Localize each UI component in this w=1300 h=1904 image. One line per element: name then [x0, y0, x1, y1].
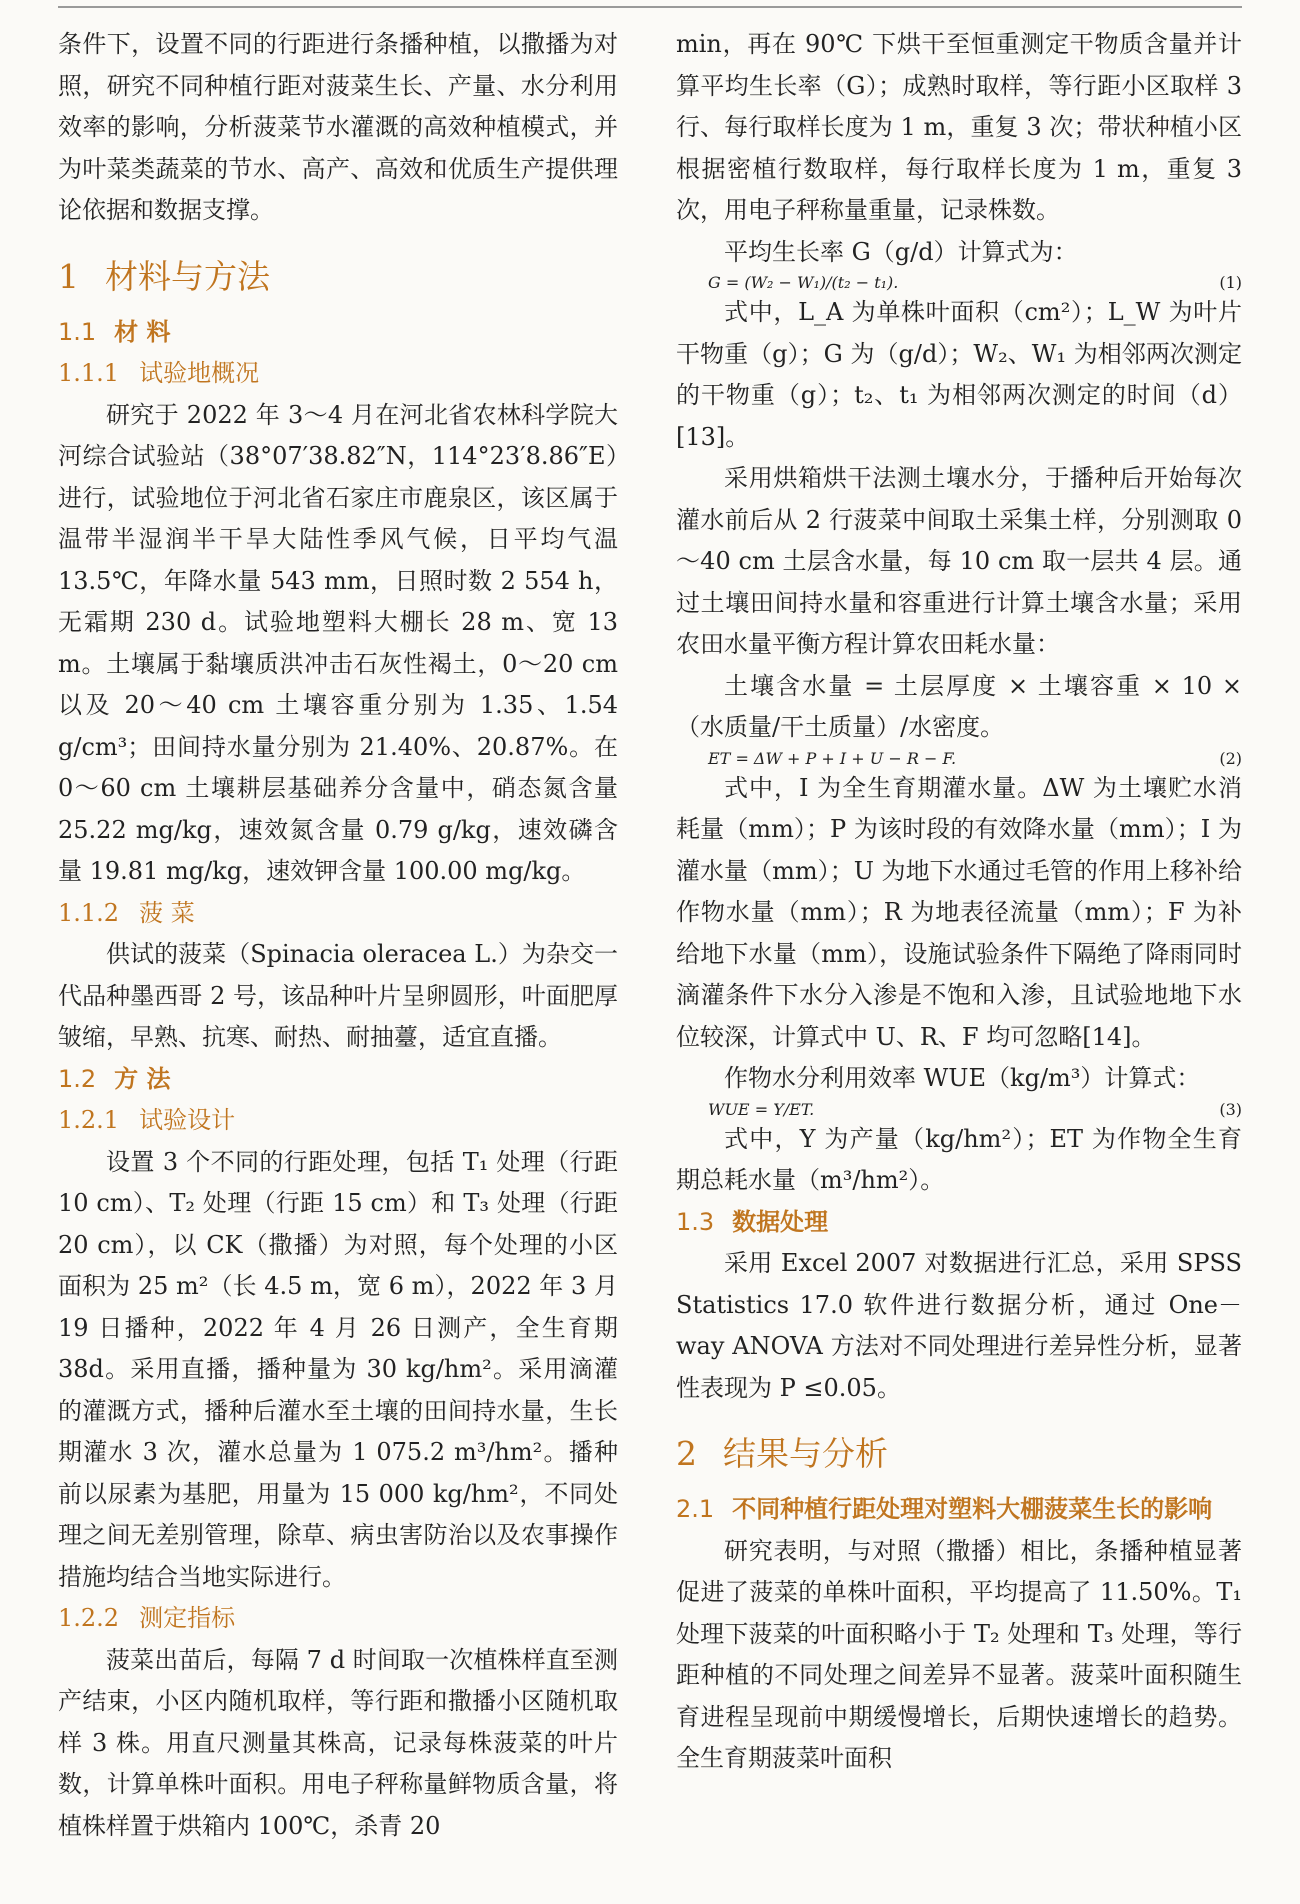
equation-1 — [676, 273, 1242, 292]
subsubsection-heading-1-1-2 — [58, 893, 618, 935]
section-heading-1 — [58, 252, 618, 302]
equation-formula: WUE = Y/ET. — [708, 1099, 815, 1119]
paragraph: 采用 Excel 2007 对数据进行汇总，采用 SPSS Statistics 17.0 软件进行数据分析，通过 One－way ANOVA 方法对不同处理进行差异性分析，显著性表现为 P ≤0.05。 — [676, 1249, 1242, 1402]
equation-number: (3) — [1219, 1099, 1242, 1119]
section-heading-2 — [676, 1429, 1242, 1479]
paragraph: 式中，Y 为产量（kg/hm²）；ET 为作物全生育期总耗水量（m³/hm²）。 — [676, 1124, 1242, 1194]
paragraph: 菠菜出苗后，每隔 7 d 时间取一次植株样直至测产结束，小区内随机取样，等行距和撒播小区随机取样 3 株。用直尺测量其株高，记录每株菠菜的叶片数，计算单株叶面积。用电子秤称量鲜物质含量，将植株样置于烘箱内 100℃，杀青 20 — [58, 1645, 618, 1840]
subsubsection-heading-1-1-1 — [58, 353, 618, 395]
top-rule — [58, 6, 1242, 8]
section-number: 2 — [676, 1434, 697, 1473]
paragraph: 条件下，设置不同的行距进行条播种植，以撒播为对照，研究不同种植行距对菠菜生长、产量、水分利用效率的影响，分析菠菜节水灌溉的高效种植模式，并为叶菜类蔬菜的节水、高产、高效和优质生产提供理论依据和数据支撑。 — [58, 30, 618, 224]
subsubsection-title: 试验地概况 — [139, 359, 260, 387]
subsection-title: 不同种植行距处理对塑料大棚菠菜生长的影响 — [732, 1495, 1213, 1523]
subsection-heading-1-1 — [58, 312, 618, 354]
subsubsection-number: 1.1.2 — [58, 898, 120, 927]
left-column — [58, 24, 618, 1847]
subsection-number: 1.3 — [676, 1207, 715, 1236]
subsection-number: 1.2 — [58, 1064, 97, 1093]
subsection-number: 2.1 — [676, 1495, 715, 1523]
subsection-title: 方 法 — [114, 1064, 171, 1093]
subsection-title: 材 料 — [114, 317, 171, 346]
paragraph: 作物水分利用效率 WUE（kg/m³）计算式： — [724, 1064, 1201, 1092]
paragraph: 供试的菠菜（Spinacia oleracea L.）为杂交一代品种墨西哥 2 号，该品种叶片呈卵圆形，叶面肥厚皱缩，早熟、抗寒、耐热、耐抽薹，适宜直播。 — [58, 940, 618, 1051]
paragraph: min，再在 90℃ 下烘干至恒重测定干物质含量并计算平均生长率（G）；成熟时取样，等行距小区取样 3 行、每行取样长度为 1 m，重复 3 次；带状种植小区根据密植行数取样，每行取样长度为 1 m，重复 3 次，用电子秤称量重量，记录株数。 — [676, 30, 1242, 224]
paragraph: 平均生长率 G（g/d）计算式为： — [724, 237, 1078, 266]
subsection-heading-2-1 — [676, 1489, 1242, 1531]
paragraph: 式中，L_A 为单株叶面积（cm²）；L_W 为叶片干物重（g）；G 为（g/d）；W₂、W₁ 为相邻两次测定的干物重（g）；t₂、t₁ 为相邻两次测定的时间（d）[13]。 — [676, 298, 1242, 451]
subsection-heading-1-2 — [58, 1059, 618, 1101]
subsubsection-number: 1.2.2 — [58, 1604, 120, 1632]
equation-formula: ET = ΔW + P + I + U − R − F. — [708, 748, 957, 768]
paragraph: 研究于 2022 年 3～4 月在河北省农林科学院大河综合试验站（38°07′38.82″N，114°23′8.86″E）进行，试验地位于河北省石家庄市鹿泉区，该区属于温带半湿润半干旱大陆性季风气候，日平均气温 13.5℃，年降水量 543 mm，日照时数 2 554 h，无霜期 230 d。试验地塑料大棚长 28 m、宽 13 m。土壤属于黏壤质洪冲击石灰性褐土，0～20 cm 以及 20～40 cm 土壤容重分别为 1.35、1.54 g/cm³；田间持水量分别为 21.40%、20.87%。在 0～60 cm 土壤耕层基础养分含量中，硝态氮含量 25.22 mg/kg，速效氮含量 0.79 g/kg，速效磷含量 19.81 mg/kg，速效钾含量 100.00 mg/kg。 — [58, 400, 618, 885]
subsubsection-heading-1-2-2 — [58, 1598, 618, 1640]
equation-number: (1) — [1219, 273, 1242, 292]
equation-number: (2) — [1219, 748, 1242, 768]
paragraph: 研究表明，与对照（撒播）相比，条播种植显著促进了菠菜的单株叶面积，平均提高了 11.50%。T₁ 处理下菠菜的叶面积略小于 T₂ 处理和 T₃ 处理，等行距种植的不同处理之间差异不显著。菠菜叶面积随生育进程呈现前中期缓慢增长，后期快速增长的趋势。全生育期菠菜叶面积 — [676, 1536, 1242, 1772]
section-title: 结果与分析 — [723, 1434, 888, 1473]
subsection-title: 数据处理 — [732, 1207, 829, 1236]
section-number: 1 — [58, 256, 79, 296]
paragraph: 采用烘箱烘干法测土壤水分，于播种后开始每次灌水前后从 2 行菠菜中间取土采集土样，分别测取 0～40 cm 土层含水量，每 10 cm 取一层共 4 层。通过土壤田间持水量和容重进行计算土壤含水量；采用农田水量平衡方程计算农田耗水量： — [676, 464, 1242, 658]
section-title: 材料与方法 — [105, 256, 270, 296]
equation-3 — [676, 1100, 1242, 1119]
subsubsection-title: 菠 菜 — [139, 898, 195, 927]
subsubsection-heading-1-2-1 — [58, 1100, 618, 1142]
paragraph: 土壤含水量 = 土层厚度 × 土壤容重 × 10 ×（水质量/干土质量）/水密度。 — [676, 671, 1242, 741]
subsubsection-title: 试验设计 — [139, 1106, 236, 1134]
subsubsection-title: 测定指标 — [139, 1604, 236, 1632]
subsection-number: 1.1 — [58, 317, 97, 346]
equation-2 — [676, 749, 1242, 768]
paragraph: 式中，I 为全生育期灌水量。ΔW 为土壤贮水消耗量（mm）；P 为该时段的有效降水量（mm）；I 为灌水量（mm）；U 为地下水通过毛管的作用上移补给作物水量（mm）；R 为地表径流量（mm）；F 为补给地下水量（mm），设施试验条件下隔绝了降雨同时滴灌条件下水分入渗是不饱和入渗，且试验地地下水位较深，计算式中 U、R、F 均可忽略[14]。 — [676, 773, 1242, 1051]
equation-formula: G = (W₂ − W₁)/(t₂ − t₁). — [708, 273, 899, 292]
subsubsection-number: 1.1.1 — [58, 359, 120, 387]
subsection-heading-1-3 — [676, 1202, 1242, 1244]
right-column — [676, 24, 1242, 1780]
paragraph: 设置 3 个不同的行距处理，包括 T₁ 处理（行距 10 cm）、T₂ 处理（行距 15 cm）和 T₃ 处理（行距 20 cm），以 CK（撒播）为对照，每个处理的小区面积为 25 m²（长 4.5 m，宽 6 m），2022 年 3 月 19 日播种，2022 年 4 月 26 日测产，全生育期 38d。采用直播，播种量为 30 kg/hm²。采用滴灌的灌溉方式，播种后灌水至土壤的田间持水量，生长期灌水 3 次，灌水总量为 1 075.2 m³/hm²。播种前以尿素为基肥，用量为 15 000 kg/hm²，不同处理之间无差别管理，除草、病虫害防治以及农事操作措施均结合当地实际进行。 — [58, 1147, 618, 1591]
subsubsection-number: 1.2.1 — [58, 1106, 120, 1134]
